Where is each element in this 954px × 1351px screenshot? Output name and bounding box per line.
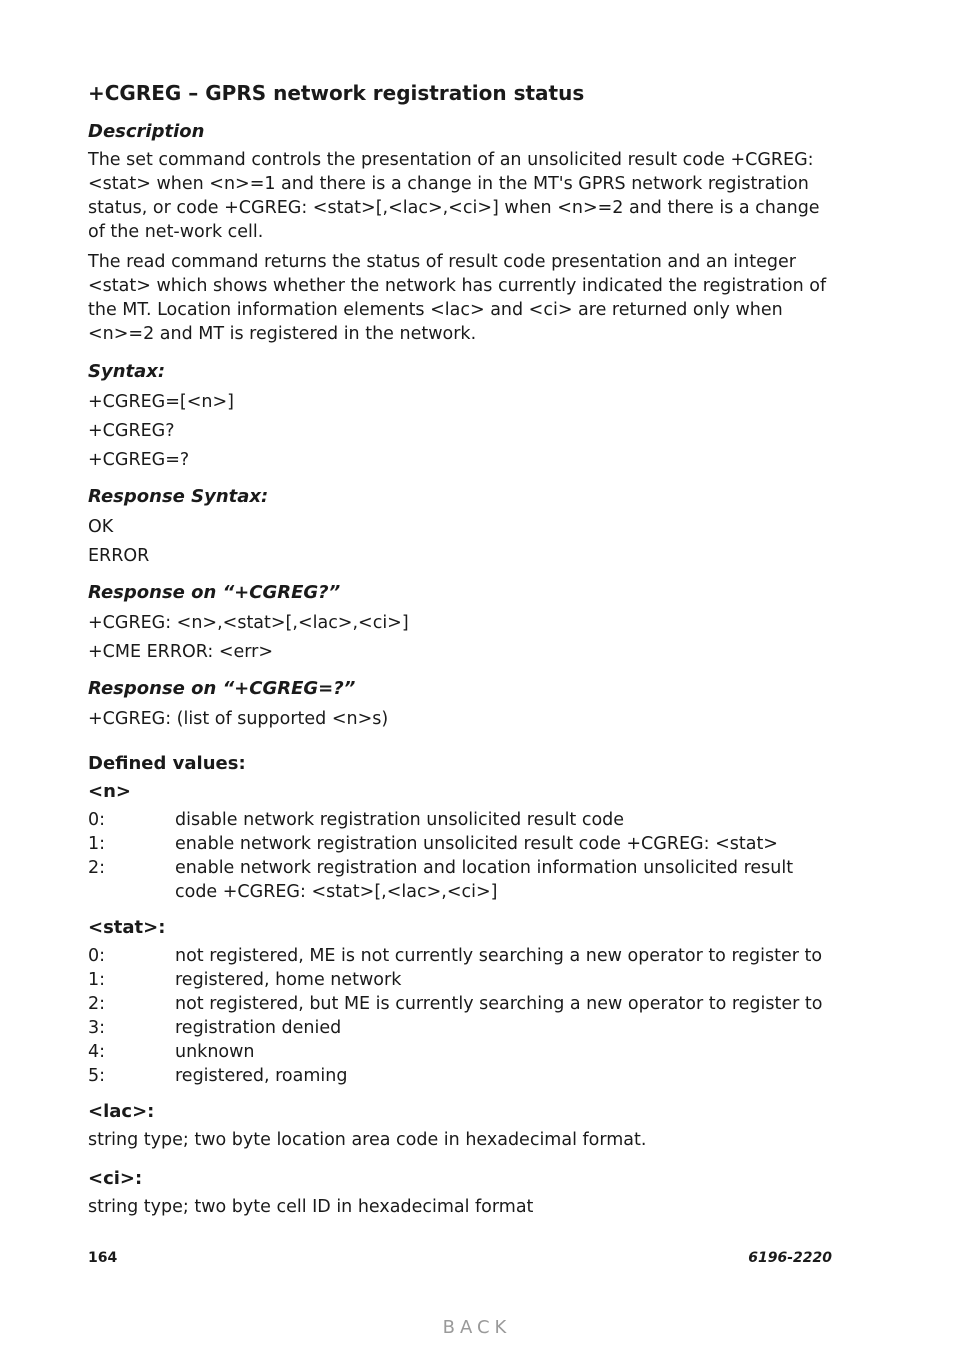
- value-desc: registration denied: [175, 1018, 342, 1038]
- value-desc: registered, roaming: [175, 1066, 348, 1086]
- n-label: <n>: [88, 781, 131, 802]
- ci-description: string type; two byte cell ID in hexadecimal format: [88, 1197, 534, 1217]
- value-key: 0:: [88, 946, 106, 966]
- value-key: 3:: [88, 1018, 106, 1038]
- back-link[interactable]: BACK: [442, 1317, 512, 1338]
- defined-values-heading: Defined values:: [88, 753, 246, 774]
- value-desc: registered, home network: [175, 970, 402, 990]
- value-desc: not registered, ME is not currently searching a new operator to register to: [175, 946, 823, 966]
- response-read-line: +CME ERROR: <err>: [88, 642, 274, 662]
- description-paragraph: The set command controls the presentation of an unsolicited result code +CGREG: <stat> when <n>=1 and there is a change in the MT's GPRS network registration status, or code +CGREG: <stat>[,<lac>,<ci>] when <n>=2 and there is a change of the net-work cell.: [88, 150, 820, 242]
- description-heading: Description: [88, 121, 205, 142]
- response-syntax-heading: Response Syntax:: [88, 486, 269, 507]
- table-row: [88, 968, 832, 992]
- response-syntax-line: OK: [88, 517, 114, 537]
- response-test-line: +CGREG: (list of supported <n>s): [88, 709, 389, 729]
- lac-label: <lac>:: [88, 1101, 155, 1122]
- document-number: 6196-2220: [748, 1250, 832, 1266]
- table-row: [88, 832, 832, 856]
- table-row: [88, 992, 832, 1016]
- response-test-heading: Response on “+CGREG=?”: [88, 678, 356, 699]
- value-key: 2:: [88, 994, 106, 1014]
- stat-values-table: [88, 944, 832, 1088]
- value-desc: enable network registration and location information unsolicited result code +CGREG: <stat>[,<lac>,<ci>]: [175, 858, 794, 902]
- value-key: 2:: [88, 858, 106, 878]
- response-syntax-line: ERROR: [88, 546, 150, 566]
- value-key: 1:: [88, 834, 106, 854]
- page-content: [88, 78, 832, 1222]
- table-row: [88, 1040, 832, 1064]
- value-key: 0:: [88, 810, 106, 830]
- value-desc: not registered, but ME is currently searching a new operator to register to: [175, 994, 823, 1014]
- description-paragraph: The read command returns the status of result code presentation and an integer <stat> which shows whether the network has currently indicated the registration of the MT. Location information elements <lac> and <ci> are returned only when <n>=2 and MT is registered in the network.: [88, 252, 827, 344]
- page-number: 164: [88, 1250, 118, 1266]
- lac-description: string type; two byte location area code in hexadecimal format.: [88, 1130, 647, 1150]
- syntax-line: +CGREG=[<n>]: [88, 392, 234, 412]
- syntax-line: +CGREG?: [88, 421, 175, 441]
- value-desc: unknown: [175, 1042, 255, 1062]
- value-desc: disable network registration unsolicited result code: [175, 810, 625, 830]
- table-row: [88, 944, 832, 968]
- n-values-table: [88, 808, 832, 904]
- syntax-heading: Syntax:: [88, 361, 166, 382]
- ci-label: <ci>:: [88, 1168, 143, 1189]
- syntax-line: +CGREG=?: [88, 450, 190, 470]
- value-key: 4:: [88, 1042, 106, 1062]
- value-key: 1:: [88, 970, 106, 990]
- table-row: [88, 1016, 832, 1040]
- table-row: [88, 1064, 832, 1088]
- value-desc: enable network registration unsolicited result code +CGREG: <stat>: [175, 834, 778, 854]
- page-title: +CGREG – GPRS network registration status: [88, 81, 585, 105]
- table-row: [88, 856, 832, 904]
- stat-label: <stat>:: [88, 917, 166, 938]
- response-read-heading: Response on “+CGREG?”: [88, 582, 341, 603]
- value-key: 5:: [88, 1066, 106, 1086]
- table-row: [88, 808, 832, 832]
- response-read-line: +CGREG: <n>,<stat>[,<lac>,<ci>]: [88, 613, 409, 633]
